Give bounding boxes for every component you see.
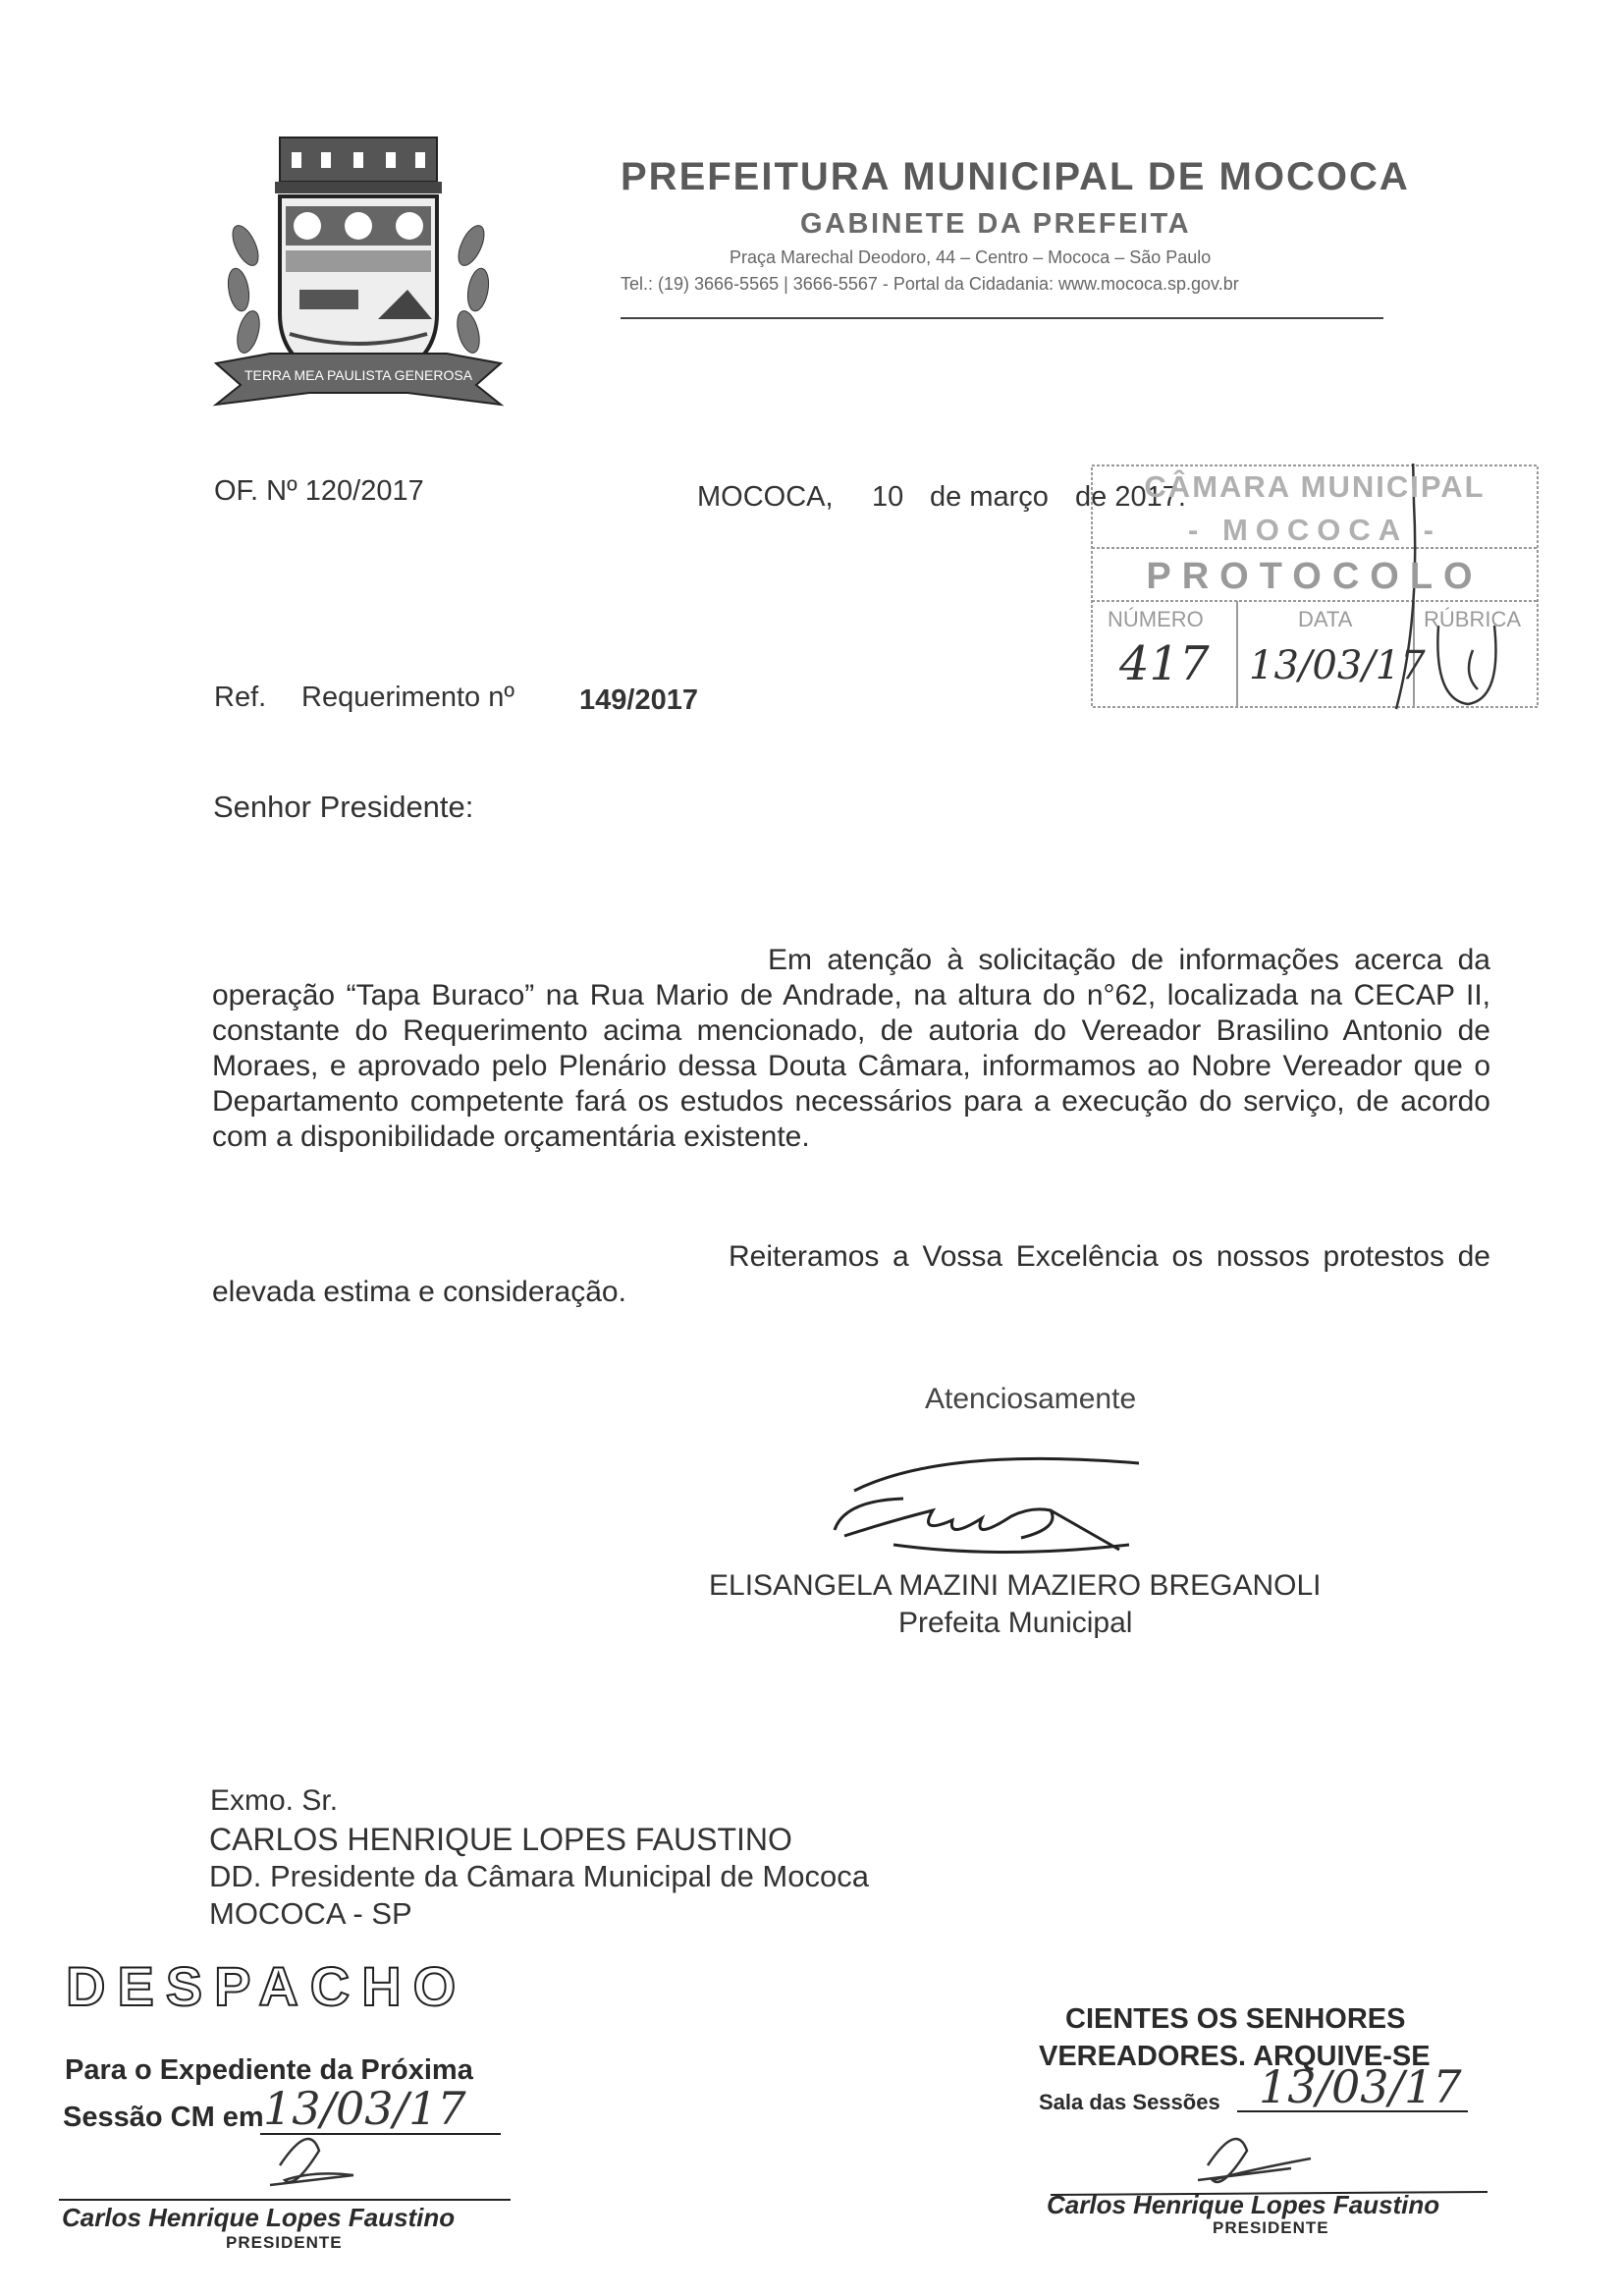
stamp-number-handwritten: 417 <box>1119 636 1210 691</box>
despacho-president-role: PRESIDENTE <box>226 2233 343 2252</box>
cientes-line-1: CIENTES OS SENHORES <box>1065 2003 1406 2035</box>
despacho-date-handwritten: 13/03/17 <box>263 2082 466 2135</box>
date-year: de 2017. <box>1075 481 1186 513</box>
municipal-crest-logo <box>211 128 506 422</box>
header-divider <box>621 317 1383 319</box>
recipient-name: CARLOS HENRIQUE LOPES FAUSTINO <box>209 1822 792 1857</box>
despacho-president-name: Carlos Henrique Lopes Faustino <box>62 2203 456 2232</box>
signer-title: Prefeita Municipal <box>898 1607 1133 1639</box>
cientes-line-3: Sala das Sessões <box>1039 2090 1220 2114</box>
despacho-title: DESPACHO <box>66 1955 468 2017</box>
ref-text: Requerimento nº <box>301 682 514 713</box>
cientes-president-name: Carlos Henrique Lopes Faustino <box>1047 2190 1440 2219</box>
stamp-col-number: NÚMERO <box>1108 607 1204 631</box>
body-paragraph-1: Em atenção à solicitação de informações acerca da operação “Tapa Buraco” na Rua Mario de Andrade, na altura do n°62, localizada na CECAP II, constante do Requerimento acima mencionado, de autoria do Vereador Brasilino Antonio de Moraes, e aprovado pelo Plenário dessa Douta Câmara, informamos ao Nobre Vereador que o Departamento competente fará os estudos necessários para a execução do serviço, de acordo com a disponibilidade orçamentária existente. <box>212 944 1490 1153</box>
body-paragraph-2: Reiteramos a Vossa Excelência os nossos protestos de elevada estima e consideração. <box>212 1240 1490 1308</box>
cientes-date-handwritten: 13/03/17 <box>1259 2060 1462 2113</box>
stamp-city: - MOCOCA - <box>1188 513 1441 547</box>
mayor-signature <box>825 1451 1159 1559</box>
stamp-date-handwritten: 13/03/17 <box>1249 643 1426 688</box>
cientes-president-role: PRESIDENTE <box>1213 2218 1329 2237</box>
despacho-line-1: Para o Expediente da Próxima <box>65 2054 473 2086</box>
crest-motto: TERRA MEA PAULISTA GENEROSA <box>243 367 473 383</box>
recipient-city: MOCOCA - SP <box>209 1896 412 1931</box>
date-month: de março <box>930 481 1049 513</box>
ref-label: Ref. <box>214 682 267 713</box>
header-contact: Tel.: (19) 3666-5565 | 3666-5567 - Portal da Cidadania: www.mococa.sp.gov.br <box>621 274 1239 294</box>
recipient-role: DD. Presidente da Câmara Municipal de Mococa <box>209 1859 869 1893</box>
signer-name: ELISANGELA MAZINI MAZIERO BREGANOLI <box>709 1569 1322 1602</box>
closing: Atenciosamente <box>925 1383 1137 1415</box>
header-subtitle: GABINETE DA PREFEITA <box>800 208 1192 240</box>
office-number: OF. Nº 120/2017 <box>214 475 424 507</box>
stamp-col-date: DATA <box>1298 607 1353 631</box>
date-city: MOCOCA, <box>697 481 834 513</box>
cientes-line-2: VEREADORES. ARQUIVE-SE <box>1039 2041 1431 2072</box>
stamp-protocolo-label: PROTOCOLO <box>1146 556 1484 597</box>
recipient-salutation: Exmo. Sr. <box>210 1784 339 1817</box>
header-title: PREFEITURA MUNICIPAL DE MOCOCA <box>621 155 1410 198</box>
salutation: Senhor Presidente: <box>213 790 474 824</box>
stamp-title: CÂMARA MUNICIPAL <box>1144 469 1486 504</box>
ref-number: 149/2017 <box>579 684 698 716</box>
stamp-col-rubric: RÚBRICA <box>1424 607 1522 631</box>
despacho-line-2: Sessão CM em <box>63 2102 264 2133</box>
date-day: 10 <box>872 481 904 513</box>
header-address: Praça Marechal Deodoro, 44 – Centro – Mococa – São Paulo <box>730 247 1212 267</box>
